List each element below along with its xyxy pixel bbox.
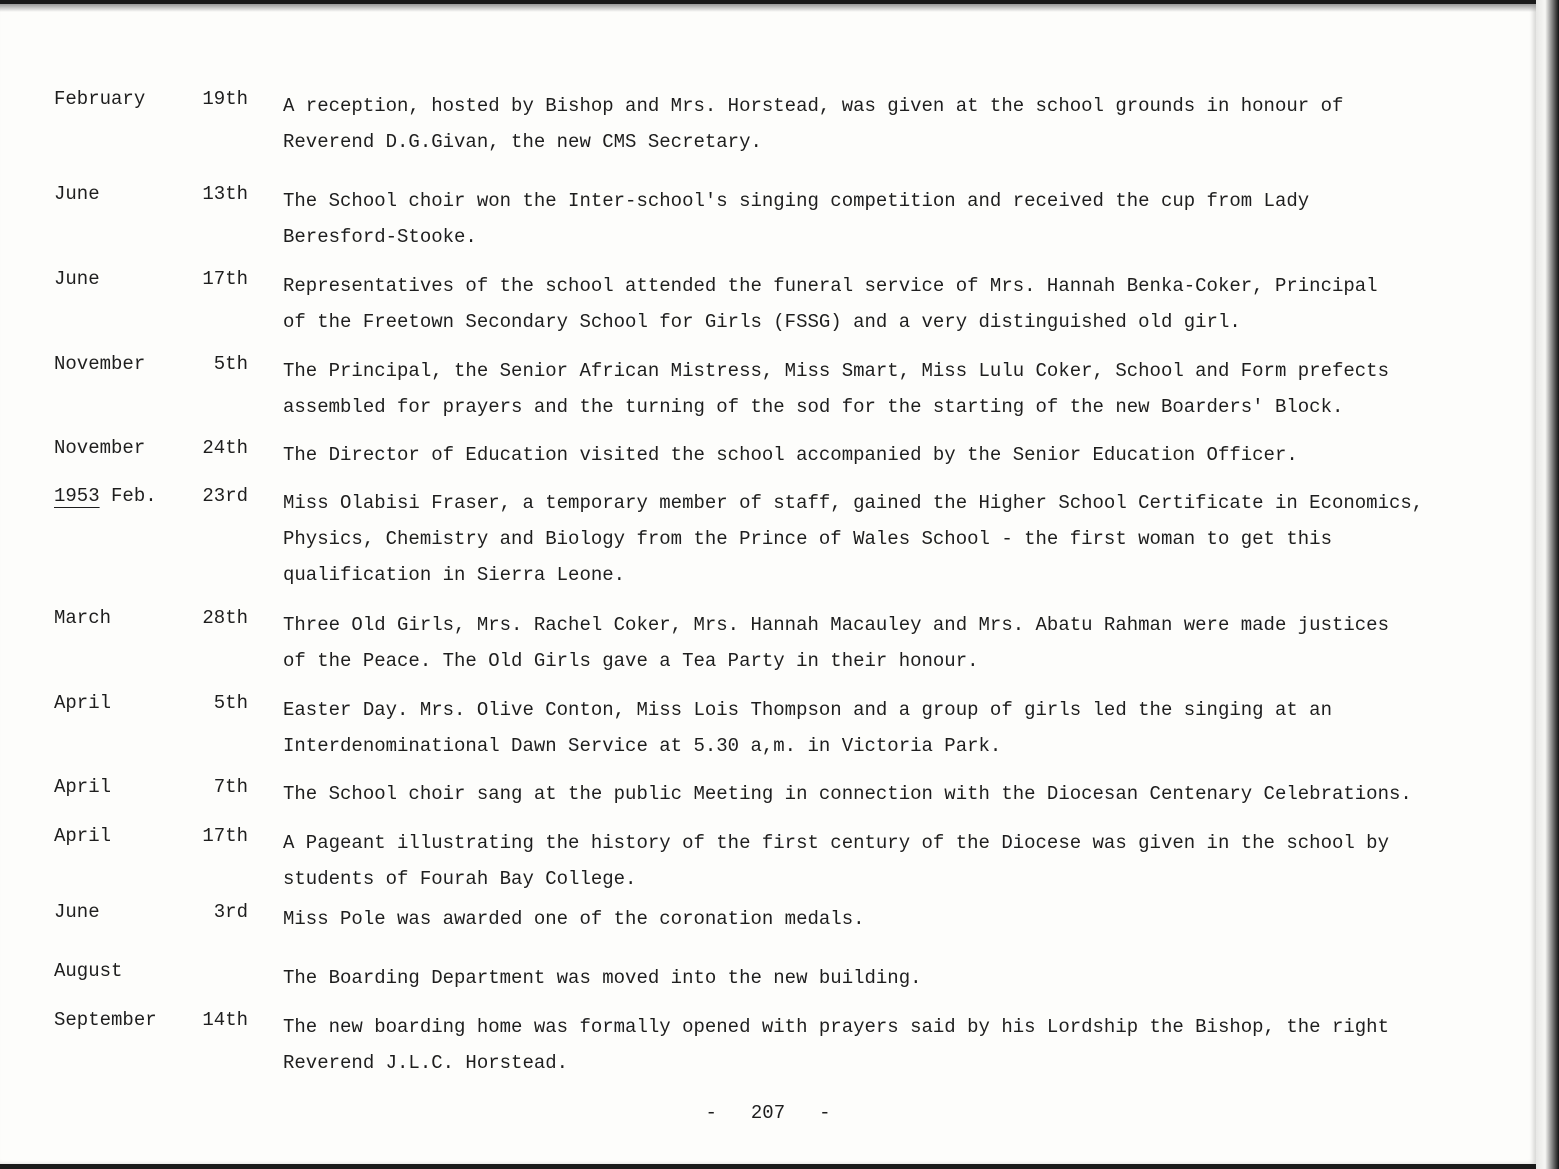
- entry-line: The Boarding Department was moved into the new building.: [283, 967, 922, 989]
- entry-day: 23rd: [202, 485, 248, 507]
- entry-month: February: [54, 88, 146, 110]
- entry-day: 3rd: [213, 901, 248, 923]
- entry-line: The Director of Education visited the school accompanied by the Senior Education Officer.: [283, 444, 1298, 466]
- entry-line: The new boarding home was formally opened with prayers said by his Lordship the Bishop, the right: [283, 1016, 1389, 1038]
- entry-line: Representatives of the school attended the funeral service of Mrs. Hannah Benka-Coker, Principal: [283, 275, 1378, 297]
- entry-text: [283, 607, 1493, 679]
- entry-line: A reception, hosted by Bishop and Mrs. Horstead, was given at the school grounds in honour of: [283, 95, 1344, 117]
- page-number-dash-right: -: [819, 1102, 831, 1124]
- entry-line: Reverend J.L.C. Horstead.: [283, 1052, 569, 1074]
- page-number-dash-left: -: [705, 1102, 717, 1124]
- entry-line: qualification in Sierra Leone.: [283, 564, 626, 586]
- entry-day: 17th: [202, 268, 248, 290]
- entry-day: 7th: [213, 776, 248, 798]
- entry-day: 17th: [202, 825, 248, 847]
- entry-day: 14th: [202, 1009, 248, 1031]
- entry-line: Interdenominational Dawn Service at 5.30 a,m. in Victoria Park.: [283, 735, 1002, 757]
- entry-text: [283, 485, 1493, 593]
- entry-text: [283, 776, 1493, 812]
- entry-line: assembled for prayers and the turning of the sod for the starting of the new Boarders' Block.: [283, 396, 1344, 418]
- entry-month: August: [54, 960, 123, 982]
- entry-line: Miss Olabisi Fraser, a temporary member of staff, gained the Higher School Certificate in Economics,: [283, 492, 1424, 514]
- entry-line: of the Freetown Secondary School for Girls (FSSG) and a very distinguished old girl.: [283, 311, 1241, 333]
- entry-line: The Principal, the Senior African Mistress, Miss Smart, Miss Lulu Coker, School and Form prefects: [283, 360, 1389, 382]
- entry-day: 28th: [202, 607, 248, 629]
- entry-text: [283, 692, 1493, 764]
- entry-month: March: [54, 607, 112, 629]
- entry-line: Beresford-Stooke.: [283, 226, 477, 248]
- entry-text: [283, 353, 1493, 425]
- entry-day: 19th: [202, 88, 248, 110]
- entry-month: September: [54, 1009, 157, 1031]
- entry-text: [283, 901, 1493, 937]
- page-edge: [1536, 0, 1559, 1169]
- entry-line: Easter Day. Mrs. Olive Conton, Miss Lois Thompson and a group of girls led the singing at an: [283, 699, 1332, 721]
- entry-line: of the Peace. The Old Girls gave a Tea Party in their honour.: [283, 650, 979, 672]
- entry-line: Three Old Girls, Mrs. Rachel Coker, Mrs. Hannah Macauley and Mrs. Abatu Rahman were made justices: [283, 614, 1389, 636]
- entry-text: [283, 1009, 1493, 1081]
- entry-text: [283, 960, 1493, 996]
- entry-day: 5th: [213, 692, 248, 714]
- entry-month: November: [54, 437, 146, 459]
- entry-line: Reverend D.G.Givan, the new CMS Secretary.: [283, 131, 762, 153]
- entry-text: [283, 183, 1493, 255]
- page-top-shadow: [0, 4, 1536, 12]
- page-number-value: 207: [750, 1102, 786, 1124]
- entry-month: April: [54, 776, 112, 798]
- entry-line: A Pageant illustrating the history of the first century of the Diocese was given in the school by: [283, 832, 1389, 854]
- entry-month: April: [54, 692, 112, 714]
- entry-year: 1953: [54, 485, 100, 507]
- entry-month: [54, 485, 157, 507]
- entry-text: [283, 437, 1493, 473]
- entry-text: [283, 268, 1493, 340]
- entry-line: Miss Pole was awarded one of the coronation medals.: [283, 908, 865, 930]
- entry-text: [283, 825, 1493, 897]
- entry-month-label: Feb.: [111, 485, 157, 507]
- entry-month: November: [54, 353, 146, 375]
- entry-month: June: [54, 268, 100, 290]
- entry-line: Physics, Chemistry and Biology from the Prince of Wales School - the first woman to get this: [283, 528, 1332, 550]
- entry-day: 24th: [202, 437, 248, 459]
- entry-month: June: [54, 901, 100, 923]
- document-page: [0, 4, 1536, 1164]
- entry-day: 13th: [202, 183, 248, 205]
- page-number: [0, 1102, 1536, 1124]
- entry-text: [283, 88, 1493, 160]
- entry-month: June: [54, 183, 100, 205]
- entry-month: April: [54, 825, 112, 847]
- entry-day: 5th: [213, 353, 248, 375]
- entry-line: The School choir won the Inter-school's singing competition and received the cup from Lady: [283, 190, 1310, 212]
- entry-line: The School choir sang at the public Meeting in connection with the Diocesan Centenary Celebrations.: [283, 783, 1412, 805]
- entry-line: students of Fourah Bay College.: [283, 868, 637, 890]
